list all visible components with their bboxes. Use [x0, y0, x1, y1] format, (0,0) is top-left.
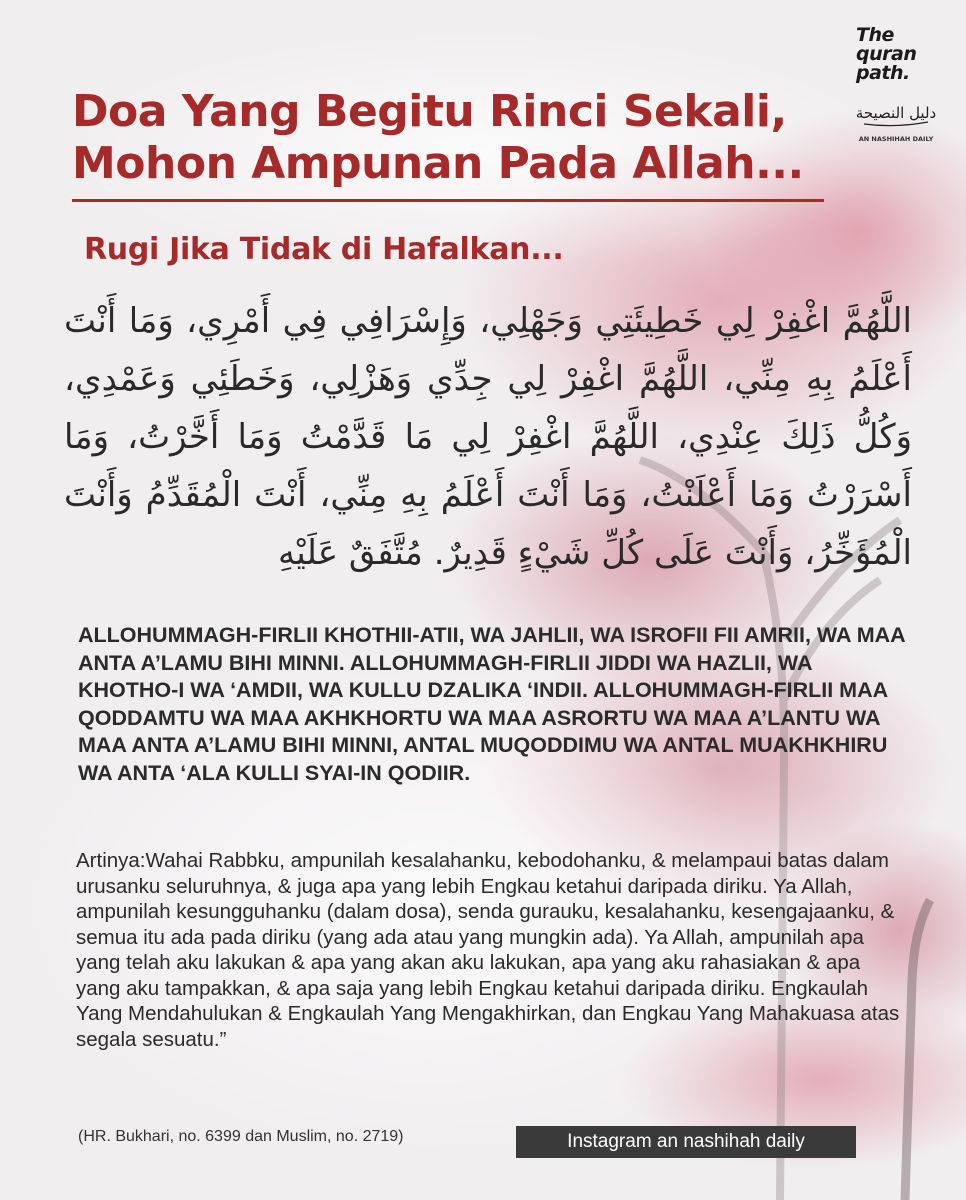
brand-name: The quran path. [856, 24, 917, 84]
brand-logo [856, 26, 952, 143]
brand-tagline: AN NASHIHAH DAILY [858, 135, 934, 143]
transliteration-text: ALLOHUMMAGH-FIRLII KHOTHII-ATII, WA JAHLII, WA ISROFII FII AMRII, WA MAA ANTA A’LAMU BIHI MINNI. ALLOHUMMAGH-FIRLII JIDDI WA HAZLII, WA KHOTHO-I WA ‘AMDII, WA KULLU DZALIKA ‘INDII. ALLOHUMMAGH-FIRLII MAA QODDAMTU WA MAA AKHKHORTU WA MAA ASRORTU WA MAA A’LANTU WA MAA ANTA A’LAMU BIHI MINNI, ANTAL MUQODDIMU WA ANTAL MUAKHKHIRU WA ANTA ‘ALA KULLI SYAI-IN QODIIR. [78, 623, 905, 785]
arabic-prayer-text: اللَّهُمَّ اغْفِرْ لِي خَطِيئَتِي وَجَهْلِي، وَإِسْرَافِي فِي أَمْرِي، وَمَا أَنْتَ أَعْلَمُ بِهِ مِنِّي، اللَّهُمَّ اغْفِرْ لِي جِدِّي وَهَزْلِي، وَخَطَئِي وَعَمْدِي، وَكُلُّ ذَلِكَ عِنْدِي، اللَّهُمَّ اغْفِرْ لِي مَا قَدَّمْتُ وَمَا أَخَّرْتُ، وَمَا أَسْرَرْتُ وَمَا أَعْلَنْتُ، وَمَا أَنْتَ أَعْلَمُ بِهِ مِنِّي، أَنْتَ الْمُقَدِّمُ وَأَنْتَ الْمُؤَخِّرُ، وَأَنْتَ عَلَى كُلِّ شَيْءٍ قَدِيرٌ. مُتَّفَقٌ عَلَيْهِ [64, 301, 912, 573]
calligraphy-text: دليل النصيحة [856, 104, 936, 122]
subtitle: Rugi Jika Tidak di Hafalkan... [84, 232, 564, 267]
instagram-credit-badge: Instagram an nashihah daily [516, 1126, 856, 1158]
hadith-source: (HR. Bukhari, no. 6399 dan Muslim, no. 2719) [78, 1128, 404, 1145]
translation-text: Artinya:Wahai Rabbku, ampunilah kesalahanku, kebodohanku, & melampaui batas dalam urusanku seluruhnya, & juga apa yang lebih Engkau ketahui daripada diriku. Ya Allah, ampunilah kesungguhanku (dalam dosa), senda gurauku, kesalahanku, kesengajaanku, & semua itu ada pada diriku (yang ada atau yang mungkin ada). Ya Allah, ampunilah apa yang telah aku lakukan & apa yang akan aku lakukan, apa yang aku rahasiakan & apa yang aku tampakkan, & apa saja yang lebih Engkau ketahui daripada diriku. Engkaulah Yang Mendahulukan & Engkaulah Yang Mengakhirkan, dan Engkau Yang Mahakuasa atas segala sesuatu.” [76, 849, 900, 1051]
title-underline [72, 199, 824, 202]
calligraphy-logo [856, 91, 936, 129]
page-title: Doa Yang Begitu Rinci Sekali, Mohon Ampunan Pada Allah... [72, 86, 804, 189]
